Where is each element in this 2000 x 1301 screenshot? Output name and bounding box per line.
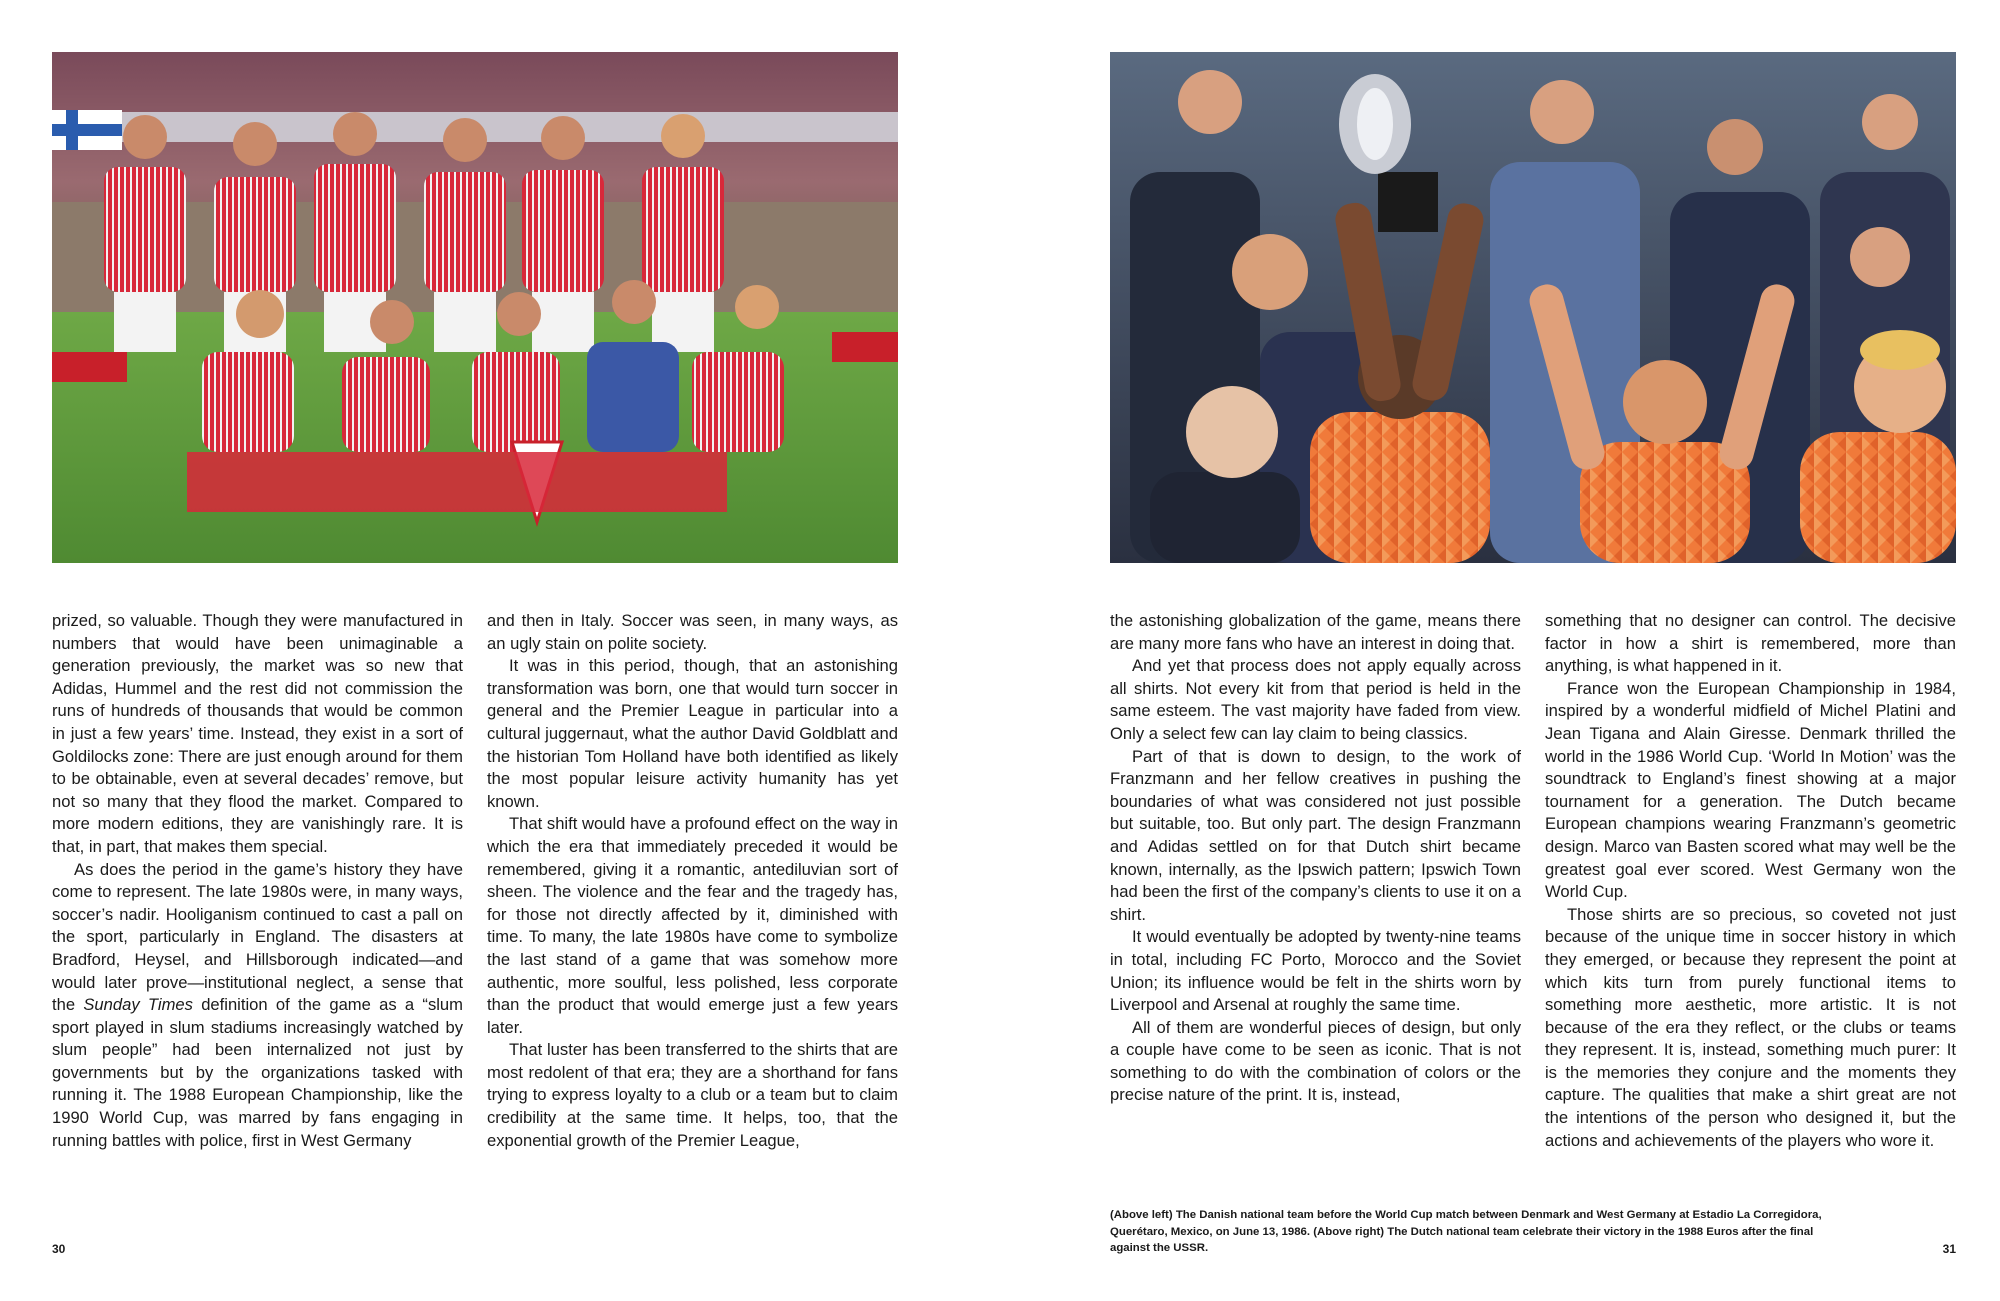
body-paragraph: Part of that is down to design, to the work of Franzmann and her fellow creatives in pushing the boundaries of what was considered not just possible but suitable, too. But only part. The design Franzmann and Adidas settled on for that Dutch shirt became known, internally, as the Ipswich pattern; Ipswich Town had been the first of the company’s clients to use it on a shirt. [1110,746,1521,924]
right-page [1000,0,2000,1301]
body-paragraph: And yet that process does not apply equally across all shirts. Not every kit from that period is held in the same esteem. The vast majority have faded from view. Only a select few can lay claim to being classics. [1110,656,1521,743]
body-paragraph: That shift would have a profound effect on the way in which the era that immediately preceded it would be remembered, giving it a romantic, antediluvian sort of sheen. The violence and the fear and the tragedy has, for those not directly affected by it, diminished with time. To many, the late 1980s have come to symbolize the last stand of a game that was somehow more authentic, more soulful, less polished, less corporate than the product that would emerge just a few years later. [487,814,898,1037]
body-paragraph: France won the European Championship in 1984, inspired by a wonderful midfield of Michel Platini and Jean Tigana and Alain Giresse. Denmark thrilled the world in the 1986 World Cup. ‘World In Motion’ was the soundtrack to England’s finest showing at a major tournament for a generation. The Dutch became European champions wearing Franzmann’s geometric design. Marco van Basten scored what may well be the greatest goal ever scored. West Germany won the World Cup. [1545,678,1956,902]
right-page-column-2 [1545,610,1956,1152]
body-paragraph: prized, so valuable. Though they were manufactured in numbers that would have been unimaginable a generation previously, the market was so new that Adidas, Hummel and the rest did not commission the runs of hundreds of thousands that would be common in just a few years’ time. Instead, they exist in a sort of Goldilocks zone: There are just enough around for them to be obtainable, even at several decades’ remove, but not so many that they flood the market. Compared to more modern editions, they are vanishingly rare. It is that, in part, that makes them special. [52,611,463,856]
body-paragraph: It would eventually be adopted by twenty-nine teams in total, including FC Porto, Morocco and the Soviet Union; its influence would be felt in the shirts worn by Liverpool and Arsenal at roughly the same time. [1110,927,1521,1015]
body-paragraph [52,859,463,1153]
body-paragraph: the astonishing globalization of the game, means there are many more fans who have an interest in doing that. [1110,611,1521,653]
left-page-column-2 [487,610,898,1152]
body-paragraph: Those shirts are so precious, so coveted not just because of the unique time in soccer history in which they emerged, or because they represent the point at which kits turn from purely functional items to something more aesthetic, more artistic. It is not because of the era they reflect, or the clubs or teams they represent. It is, instead, something much purer: It is the memories they conjure and the moments they capture. The qualities that make a shirt great are not the intentions of the person who designed it, but the actions and achievements of the players who wore it. [1545,904,1956,1150]
denmark-team-photo [52,52,898,563]
italic-title: Sunday Times [83,995,193,1015]
body-paragraph: All of them are wonderful pieces of design, but only a couple have come to be seen as iconic. That is not something to do with the combination of colors or the precise nature of the print. It is, instead, [1110,1017,1521,1105]
body-text-run: definition of the game as a “slum sport played in slum stadiums increasingly watched by slum people” had been internalized not just by governments but by the organizations tasked with running it. The 1988 European Championship, like the 1990 World Cup, was marred by fans engaging in running battles with police, first in West Germany [52,995,463,1150]
left-page-column-1 [52,610,463,1152]
page-number-right: 31 [1942,1242,1956,1256]
body-paragraph: and then in Italy. Soccer was seen, in many ways, as an ugly stain on polite society. [487,611,898,653]
body-text-run: As does the period in the game’s history they have come to represent. The late 1980s were, in many ways, soccer’s nadir. Hooliganism continued to cast a pall on the sport, particularly in England. The disasters at Bradford, Heysel, and Hillsborough indicated—and would later prove—institutional neglect, a sense that the [52,859,463,1015]
photo-caption: (Above left) The Danish national team before the World Cup match between Denmark and West Germany at Estadio La Corregidora, Querétaro, Mexico, on June 13, 1986. (Above right) The Dutch national team celebrate their victory in the 1988 Euros after the final against the USSR. [1110,1209,1822,1255]
netherlands-celebration-image [1110,52,1956,563]
netherlands-team-photo [1110,52,1956,563]
right-page-column-1 [1110,610,1521,1107]
body-paragraph: It was in this period, though, that an astonishing transformation was born, one that would turn soccer in general and the Premier League in particular into a cultural juggernaut, what the author David Goldblatt and the historian Tom Holland have both identified as likely the most popular leisure activity humanity has yet known. [487,656,898,811]
body-paragraph: That luster has been transferred to the shirts that are most redolent of that era; they are a shorthand for fans trying to express loyalty to a club or a team but to claim credibility at the same time. It helps, too, that the exponential growth of the Premier League, [487,1040,898,1150]
denmark-team-image [52,52,898,563]
page-number-left: 30 [52,1242,66,1256]
body-paragraph: something that no designer can control. The decisive factor in how a shirt is remembered, more than anything, is what happened in it. [1545,611,1956,676]
